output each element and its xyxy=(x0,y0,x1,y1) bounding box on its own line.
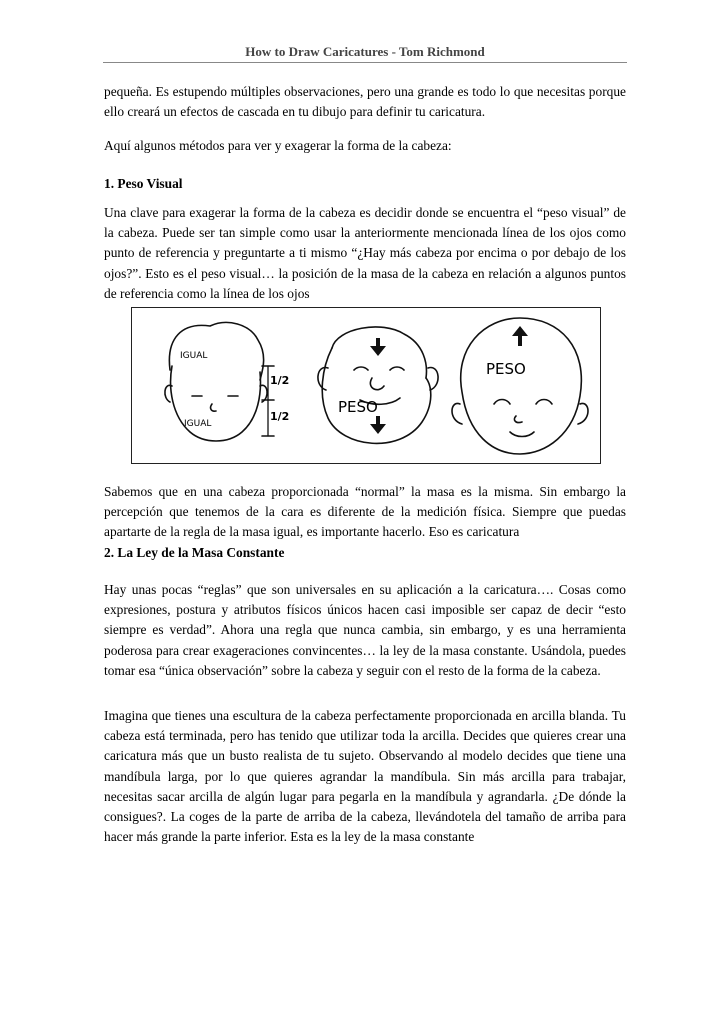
heading-peso-visual: 1. Peso Visual xyxy=(104,176,183,191)
label-peso-right: PESO xyxy=(486,360,526,378)
label-half-top: 1/2 xyxy=(270,374,290,387)
label-igual-bottom: IGUAL xyxy=(184,419,212,429)
paragraph-5: Hay unas pocas “reglas” que son universales en su aplicación a la caricatura…. Cosas como expresiones, postura y atributos físicos únicos hacen casi imposible ser capaz de decir “esto siempre es verdad”. Ahora una regla que nunca cambia, sin embargo, y es una herramienta poderosa para crear exageraciones convincentes… la ley de la masa constante. Usándola, puedes tomar esa “única observación” sobre la cabeza y seguir con el resto de la forma de la cabeza. xyxy=(104,582,626,678)
page-header-title: How to Draw Caricatures - Tom Richmond xyxy=(245,44,485,59)
caricature-weight-illustration xyxy=(131,307,601,464)
arrow-up-icon xyxy=(512,326,528,346)
label-half-bottom: 1/2 xyxy=(270,410,290,423)
label-igual-top: IGUAL xyxy=(180,351,208,361)
heading-masa-constante: 2. La Ley de la Masa Constante xyxy=(104,545,285,560)
illustration-svg xyxy=(132,308,600,463)
arrow-down-top-icon xyxy=(370,338,386,356)
header-rule xyxy=(103,62,627,63)
paragraph-6: Imagina que tienes una escultura de la cabeza perfectamente proporcionada en arcilla blanda. Tu cabeza está terminada, pero has tenido que utilizar toda la arcilla. Decides que quieres crear una caricatura más que un busto realista de tu sujeto. Observando al modelo decides que tiene una mandíbula larga, por lo que quieres agrandar la mandíbula. Sin más arcilla para trabajar, necesitas sacar arcilla de algún lugar para pegarla en la mandíbula y agrandarla. ¿De dónde la consigues?. La coges de la parte de arriba de la cabeza, llevándotela del tamaño de arriba para hacer más grande la parte inferior. Esta es la ley de la masa constante xyxy=(104,708,626,845)
paragraph-4: Sabemos que en una cabeza proporcionada “normal” la masa es la misma. Sin embargo la percepción que tenemos de la cara es diferente de la medición física. Siempre que puedas apartarte de la regla de la masa igual, es importante hacerlo. Eso es caricatura xyxy=(104,484,626,540)
paragraph-3: Una clave para exagerar la forma de la cabeza es decidir donde se encuentra el “peso visual” de la cabeza. Puede ser tan simple como usar la anteriormente mencionada línea de los ojos como punto de referencia y preguntarte a ti mismo “¿Hay más cabeza por encima o por debajo de los ojos?”. Esto es el peso visual… la posición de la masa de la cabeza en relación a algunos puntos de referencia como la línea de los ojos xyxy=(104,205,626,301)
paragraph-2: Aquí algunos métodos para ver y exagerar la forma de la cabeza: xyxy=(104,138,452,153)
face1-outline xyxy=(171,366,261,441)
paragraph-1: pequeña. Es estupendo múltiples observaciones, pero una grande es todo lo que necesitas porque ello creará un efectos de cascada en tu dibujo para definir tu caricatura. xyxy=(104,84,626,120)
arrow-down-bottom-icon xyxy=(370,416,386,434)
label-peso-middle: PESO xyxy=(338,398,378,416)
